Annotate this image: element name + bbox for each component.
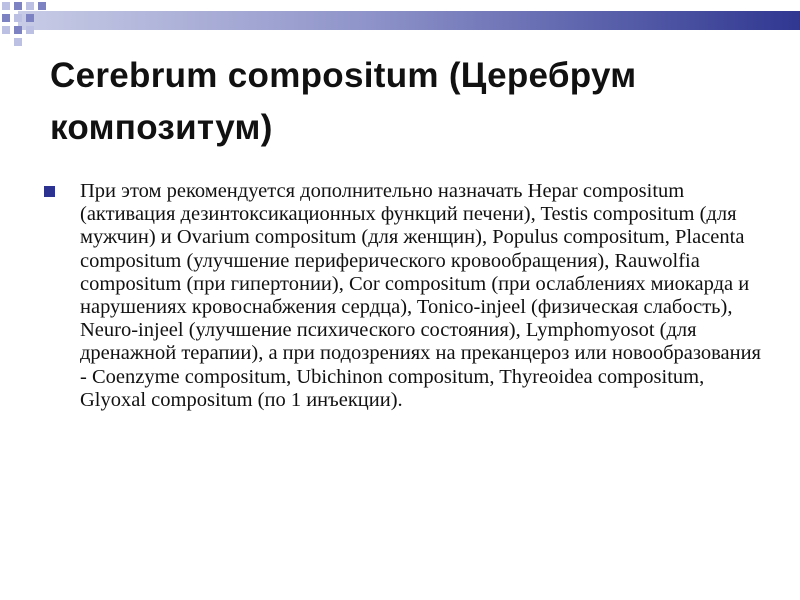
deco-square <box>14 14 22 22</box>
deco-square <box>26 2 34 10</box>
deco-square <box>38 2 46 10</box>
bullet-item <box>44 180 764 412</box>
header-decoration <box>0 0 800 50</box>
header-gradient-bar <box>18 11 800 30</box>
square-bullet-icon <box>44 186 55 197</box>
deco-square <box>2 26 10 34</box>
deco-square <box>2 14 10 22</box>
deco-square <box>26 14 34 22</box>
bullet-text: При этом рекомендуется дополнительно назначать Hepar compositum (активация дезинтоксикационных функций печени), Testis compositum (для мужчин) и Ovarium compositum (для женщин), Populus compositum, Placenta compositum (улучшение периферического кровообращения), Rauwolfia compositum (при гипертонии), Cor compositum (при ослаблениях миокарда и нарушениях кровоснабжения сердца), Tonico-injeel (физическая слабость), Neuro-injeel (улучшение психического состояния), Lymphomyosot (для дренажной терапии), а при подозрениях на преканцероз или новообразования - Coenzyme compositum, Ubichinon compositum, Thyreoidea compositum, Glyoxal compositum (по 1 инъекции). <box>80 180 761 411</box>
deco-square <box>14 38 22 46</box>
deco-square <box>14 2 22 10</box>
deco-square <box>2 2 10 10</box>
deco-square <box>26 26 34 34</box>
slide-title: Cerebrum compositum (Церебрум композитум) <box>50 56 637 147</box>
deco-square <box>14 26 22 34</box>
